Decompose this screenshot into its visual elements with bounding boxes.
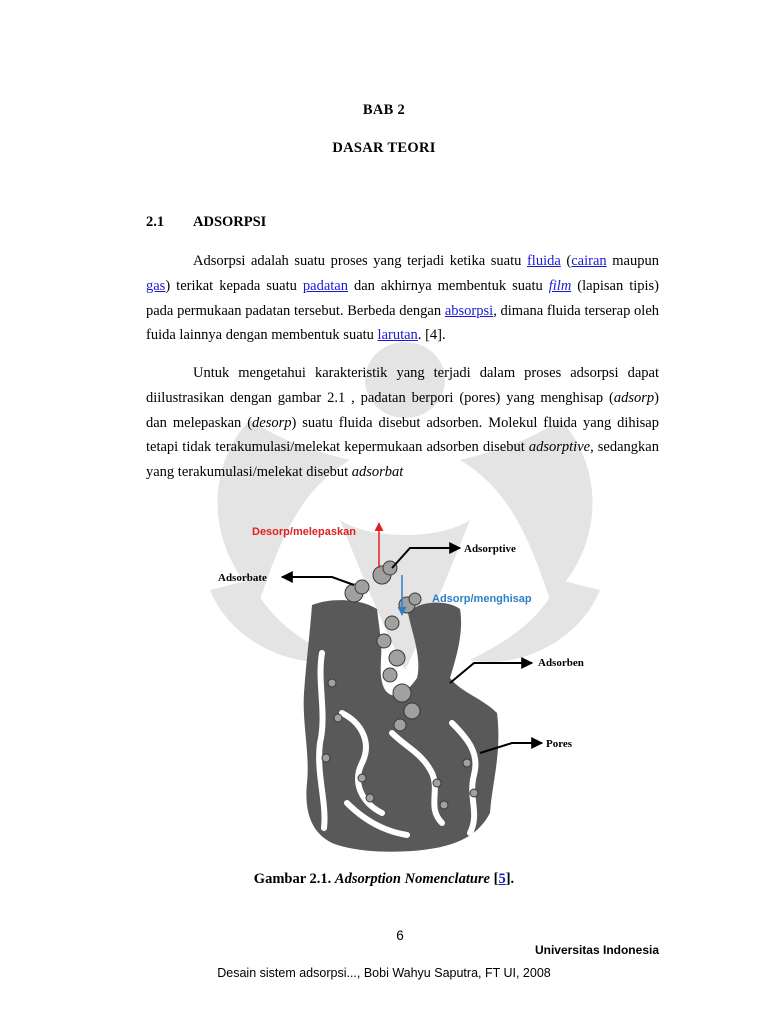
paragraph-text: ( [560, 253, 572, 269]
caption-reference-link[interactable]: 5 [498, 871, 506, 887]
paragraph-text: , sedangkan yang terakumulasi/melekat disebut [146, 439, 659, 481]
term-adsorptive: adsorptive [528, 439, 591, 456]
paragraph-text: , dimana fluida terserap oleh fuida lainnya dengan membentuk suatu [146, 302, 660, 344]
link-absorpsi[interactable]: absorpsi [444, 302, 494, 319]
paragraph-text: Adsorpsi adalah suatu proses yang terjadi ketika suatu [193, 253, 527, 269]
term-adsorbat: adsorbat [351, 464, 404, 481]
paragraph-text: maupun [606, 253, 659, 269]
chapter-title: DASAR TEORI [332, 140, 436, 156]
label-adsorp: Adsorp/menghisap [432, 593, 532, 605]
footer-citation: Desain sistem adsorpsi..., Bobi Wahyu Saputra, FT UI, 2008 [217, 966, 551, 980]
term-adsorp: adsorp [613, 389, 655, 406]
adsorben-arrow [450, 663, 532, 683]
link-fluida[interactable]: fluida [526, 253, 561, 269]
paragraph-text: . [4]. [417, 327, 446, 344]
paragraph-adsorpsi-definition [146, 249, 659, 348]
adsorptive-arrow [392, 548, 460, 568]
paragraph-adsorpsi-illustration [146, 361, 659, 485]
link-gas[interactable]: gas [146, 277, 166, 294]
label-pores: Pores [546, 738, 573, 750]
link-cairan[interactable]: cairan [571, 253, 607, 269]
term-desorp: desorp [252, 414, 292, 431]
figure-caption [0, 871, 768, 888]
caption-title: Adsorption Nomenclature [334, 871, 490, 887]
label-adsorptive: Adsorptive [464, 543, 516, 555]
label-adsorben: Adsorben [538, 657, 584, 669]
caption-label: Gambar 2.1. [253, 871, 332, 887]
link-larutan[interactable]: larutan [377, 327, 418, 344]
chapter-number: BAB 2 [362, 102, 406, 118]
adsorption-nomenclature-figure [212, 513, 598, 863]
link-padatan[interactable]: padatan [302, 277, 348, 294]
section-number: 2.1 [146, 214, 165, 230]
link-film[interactable]: film [548, 277, 572, 294]
paragraph-text: (lapisan tipis) pada permukaan padatan tersebut. Berbeda dengan [146, 277, 660, 319]
adsorbate-arrow [282, 577, 354, 585]
paragraph-text: ) dan melepaskan ( [146, 389, 659, 431]
paragraph-text: Untuk mengetahui karakteristik yang terjadi dalam proses adsorpsi dapat diilustrasikan dengan gambar 2.1 , padatan berpori (pores) yang menghisap ( [146, 365, 659, 406]
paragraph-text: ) terikat kepada suatu [165, 277, 303, 294]
label-adsorbate: Adsorbate [218, 572, 267, 584]
caption-bracket-close: ]. [505, 871, 515, 887]
section-title: ADSORPSI [193, 214, 267, 230]
section-heading [146, 214, 266, 231]
label-desorp: Desorp/melepaskan [252, 526, 356, 538]
caption-bracket-open: [ [490, 871, 499, 887]
paragraph-text: ) suatu fluida disebut adsorben. Molekul fluida yang dihisap tetapi tidak terakumulasi/melekat kepermukaan adsorben disebut [146, 414, 659, 456]
page-number: 6 [396, 928, 404, 943]
paragraph-text: dan akhirnya membentuk suatu [347, 277, 549, 294]
university-name: Universitas Indonesia [534, 943, 659, 957]
